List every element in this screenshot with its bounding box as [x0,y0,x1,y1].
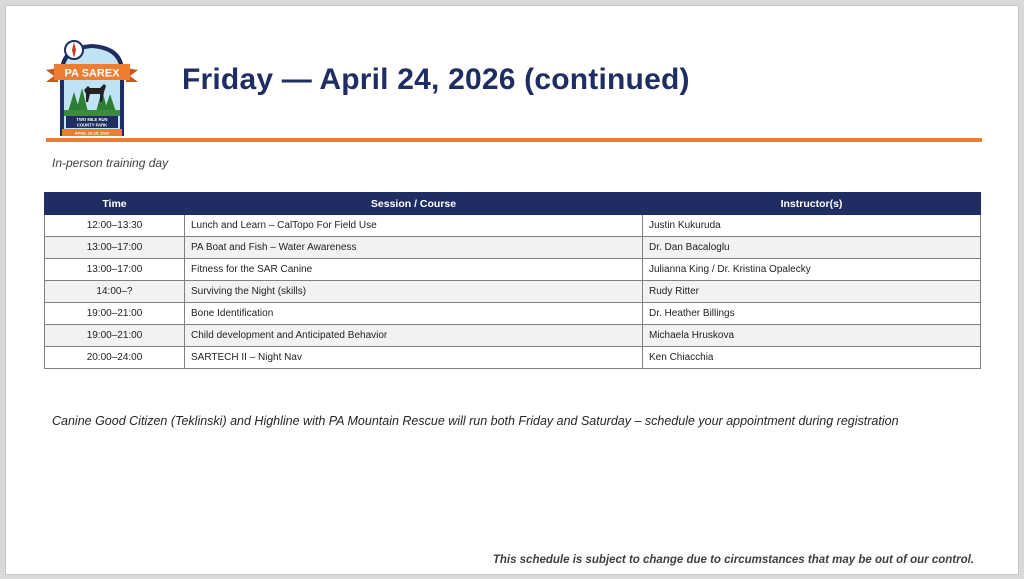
logo-banner-text: PA SAREX [64,67,120,80]
table-row [45,215,981,237]
instructor-cell: Ken Chiacchia [643,347,981,369]
time-cell: 19:00–21:00 [45,325,185,347]
time-cell: 19:00–21:00 [45,303,185,325]
subtitle: In-person training day [52,156,169,170]
registration-note: Canine Good Citizen (Teklinski) and Highline with PA Mountain Rescue will run both Friday and Saturday – schedule your appointment during registration [52,414,899,428]
session-cell: Lunch and Learn – CalTopo For Field Use [185,215,643,237]
table-row [45,303,981,325]
disclaimer-footer: This schedule is subject to change due to circumstances that may be out of our control. [492,554,974,566]
session-cell: Bone Identification [185,303,643,325]
table-row [45,281,981,303]
session-cell: Fitness for the SAR Canine [185,259,643,281]
logo-dates: APRIL 23-25, 2026 [74,130,110,136]
table-row [45,347,981,369]
session-cell: PA Boat and Fish – Water Awareness [185,237,643,259]
session-cell: Child development and Anticipated Behavior [185,325,643,347]
logo-line1: TWO MILE RUN [76,117,108,122]
slide [5,5,1019,575]
time-cell: 20:00–24:00 [45,347,185,369]
time-cell: 14:00–? [45,281,185,303]
instructor-cell: Rudy Ritter [643,281,981,303]
table-header-row [45,193,981,215]
pa-sarex-logo [44,32,140,138]
time-cell: 13:00–17:00 [45,259,185,281]
schedule-table [44,192,981,369]
column-header-time: Time [45,193,185,215]
instructor-cell: Dr. Dan Bacaloglu [643,237,981,259]
column-header-session: Session / Course [185,193,643,215]
session-cell: Surviving the Night (skills) [185,281,643,303]
session-cell: SARTECH II – Night Nav [185,347,643,369]
time-cell: 13:00–17:00 [45,237,185,259]
page-title: Friday — April 24, 2026 (continued) [182,63,690,96]
table-row [45,259,981,281]
table-row [45,237,981,259]
instructor-cell: Julianna King / Dr. Kristina Opalecky [643,259,981,281]
orange-divider [46,138,982,142]
instructor-cell: Dr. Heather Billings [643,303,981,325]
table-row [45,325,981,347]
instructor-cell: Michaela Hruskova [643,325,981,347]
instructor-cell: Justin Kukuruda [643,215,981,237]
time-cell: 12:00–13:30 [45,215,185,237]
column-header-instructors: Instructor(s) [643,193,981,215]
logo-line2: COUNTY PARK [76,122,108,128]
